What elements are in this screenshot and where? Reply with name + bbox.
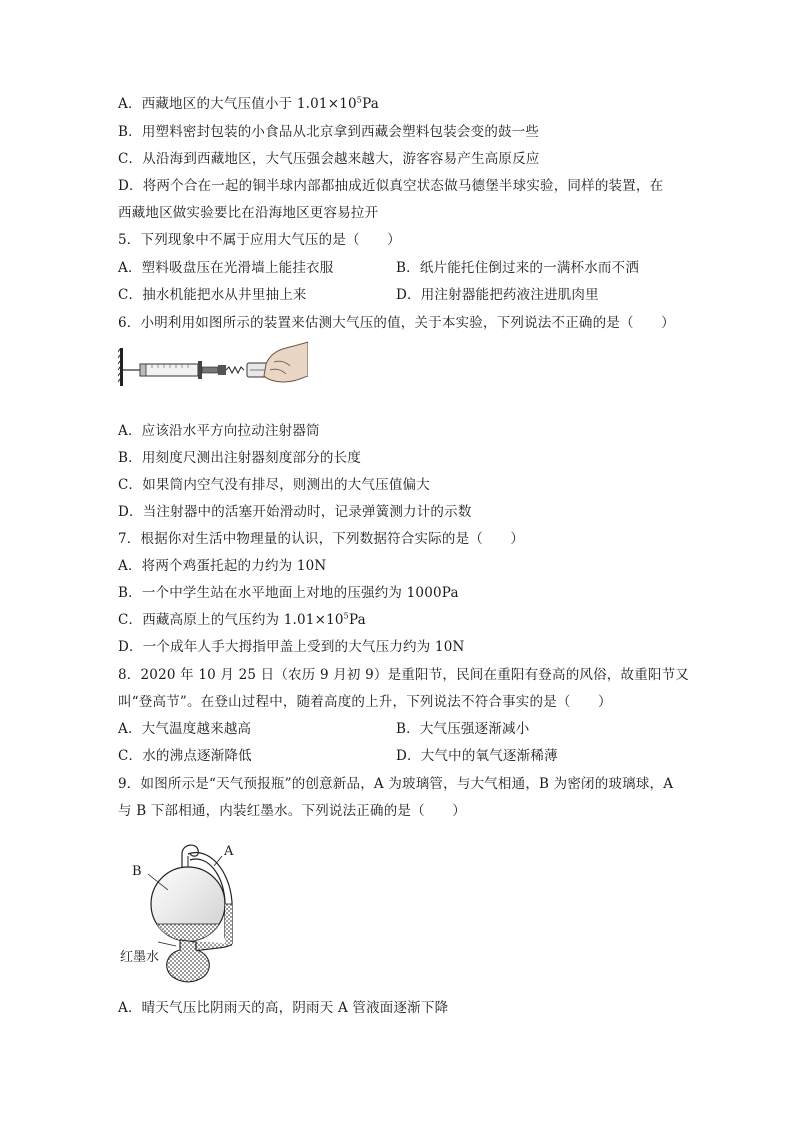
q6-stem: 6．小明利用如图所示的装置来估测大气压的值，关于本实验，下列说法不正确的是（ ） [118,315,675,331]
q5-option-d: D．用注射器能把药液注进肌肉里 [396,287,599,303]
q4-option-a [118,94,379,114]
q8-stem-line2: 叫“登高节”。在登山过程中，随着高度的上升，下列说法不符合事实的是（ ） [118,694,612,710]
q7-option-c-text: C．西藏高原上的气压约为 1.01×10 [118,612,344,628]
q4-option-b: B．用塑料密封包装的小食品从北京拿到西藏会塑料包装会变的鼓一些 [118,124,540,140]
q8-option-a: A．大气温度越来越高 [118,721,252,737]
q4-option-c: C．从沿海到西藏地区，大气压强会越来越大，游客容易产生高原反应 [118,151,540,167]
q6-option-a: A．应该沿水平方向拉动注射器筒 [118,423,320,439]
q5-stem: 5．下列现象中不属于应用大气压的是（ ） [118,232,401,248]
q8-stem-line1: 8．2020 年 10 月 25 日（农历 9 月初 9）是重阳节，民间在重阳有登高的风俗，故重阳节又 [118,667,690,683]
q4-option-a-exponent: 5 [356,95,363,105]
q4-option-a-text: A．西藏地区的大气压值小于 1.01×10 [118,96,357,112]
q7-option-c-unit: Pa [348,612,366,628]
q5-option-b: B．纸片能托住倒过来的一满杯水而不洒 [396,260,640,276]
fig-label-b: B [132,864,142,879]
q5-option-a: A．塑料吸盘压在光滑墙上能挂衣服 [118,260,334,276]
q5-option-c: C．抽水机能把水从井里抽上来 [118,287,307,303]
q7-option-d: D．一个成年人手大拇指甲盖上受到的大气压力约为 10N [118,639,465,655]
q6-option-b: B．用刻度尺测出注射器刻度部分的长度 [118,450,362,466]
fig-label-red-ink: 红墨水 [120,950,160,965]
q7-option-c [118,610,366,630]
q6-option-d: D．当注射器中的活塞开始滑动时，记录弹簧测力计的示数 [118,504,472,520]
fig-label-a: A [224,844,234,859]
q7-stem: 7．根据你对生活中物理量的认识，下列数据符合实际的是（ ） [118,531,525,547]
q8-option-c: C．水的沸点逐渐降低 [118,748,252,764]
q9-stem-line1: 9．如图所示是“天气预报瓶”的创意新品，A 为玻璃管，与大气相通，B 为密闭的玻璃球，A [118,776,674,792]
q9-stem-line2: 与 B 下部相通，内装红墨水。下列说法正确的是（ ） [118,803,466,819]
q7-option-b: B．一个中学生站在水平地面上对地的压强约为 1000Pa [118,585,459,601]
weather-bottle-figure [118,832,258,990]
q7-option-c-exponent: 5 [343,611,349,621]
syringe-experiment-figure [118,340,308,390]
q9-option-a: A．晴天气压比阴雨天的高，阴雨天 A 管液面逐渐下降 [118,1000,449,1016]
q6-option-c: C．如果筒内空气没有排尽，则测出的大气压值偏大 [118,477,430,493]
q8-option-b: B．大气压强逐渐减小 [396,721,530,737]
q8-option-d: D．大气中的氧气逐渐稀薄 [396,748,558,764]
q4-option-a-unit: Pa [362,96,380,112]
q4-option-d-line2: 西藏地区做实验要比在沿海地区更容易拉开 [118,205,379,221]
q4-option-d-line1: D．将两个合在一起的铜半球内部都抽成近似真空状态做马德堡半球实验，同样的装置，在 [118,178,664,194]
q7-option-a: A．将两个鸡蛋托起的力约为 10N [118,558,327,574]
